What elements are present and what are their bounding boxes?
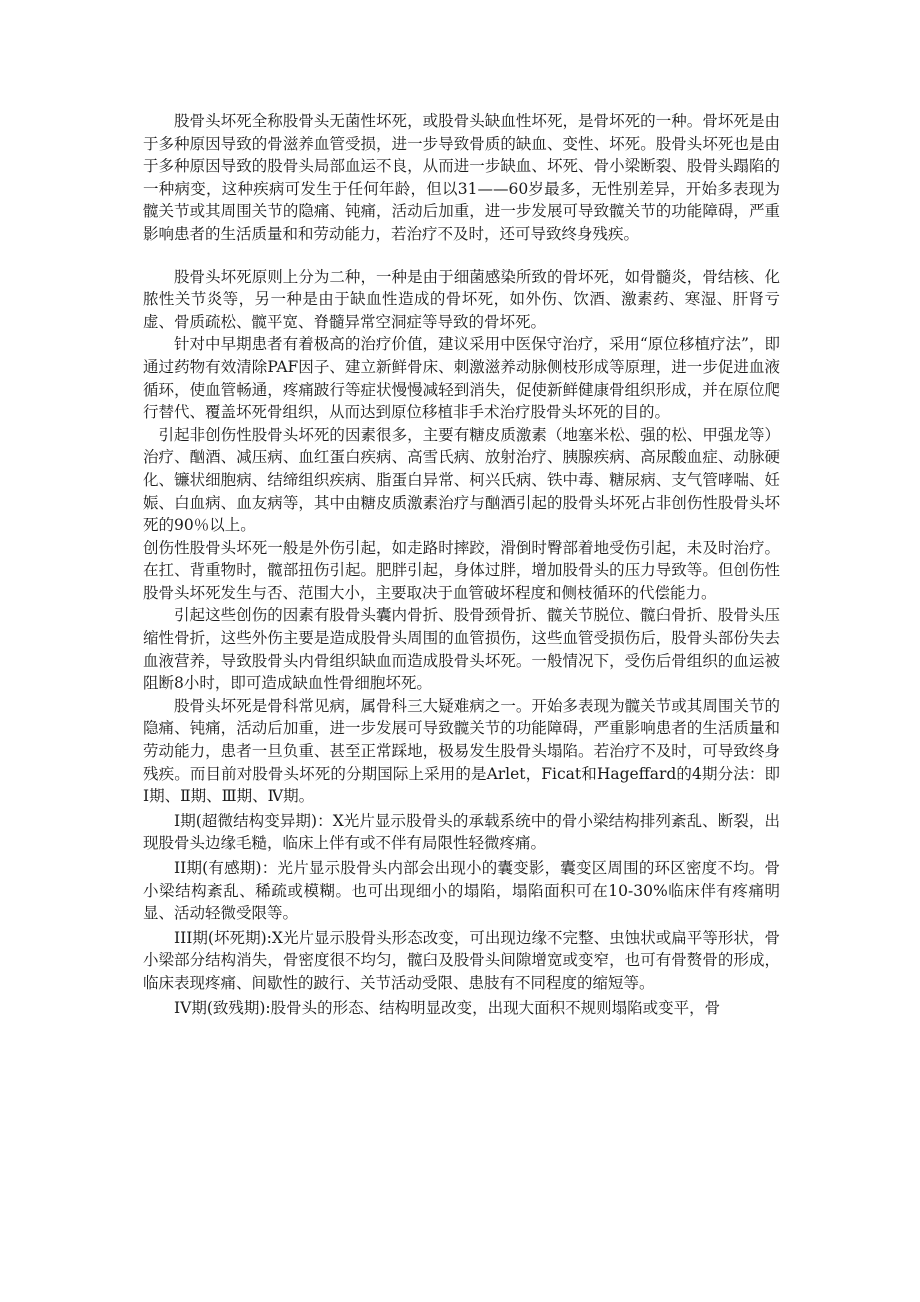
document-body	[143, 110, 780, 1019]
paragraph-stage-4: IV期(致残期):股骨头的形态、结构明显改变，出现大面积不规则塌陷或变平，骨	[174, 998, 721, 1017]
paragraph-definition: 股骨头坏死全称股骨头无菌性坏死，或股骨头缺血性坏死，是骨坏死的一种。骨坏死是由于多种原因导致的骨滋养血管受损，进一步导致骨质的缺血、变性、坏死。股骨头坏死也是由于多种原因导致的股骨头局部血运不良，从而进一步缺血、坏死、骨小梁断裂、股骨头蹋陷的一种病变，这种疾病可发生于任何年龄，但以31——60岁最多，无性别差异，开始多表现为髋关节或其周围关节的隐痛、钝痛，活动后加重，进一步发展可导致髋关节的功能障碍，严重影响患者的生活质量和和劳动能力，若治疗不及时，还可导致终身残疾。	[143, 112, 780, 243]
paragraph-treatment: 针对中早期患者有着极高的治疗价值，建议采用中医保守治疗，采用“原位移植疗法”，即通过药物有效清除PAF因子、建立新鲜骨床、刺激滋养动脉侧枝形成等原理，进一步促进血液循环，使血管畅通，疼痛跛行等症状慢慢减轻到消失，促使新鲜健康骨组织形成，并在原位爬行替代、覆盖坏死骨组织，从而达到原位移植非手术治疗股骨头坏死的目的。	[143, 335, 780, 422]
paragraph-stage-2: II期(有感期)：光片显示股骨头内部会出现小的囊变影，囊变区周围的环区密度不均。骨小梁结构紊乱、稀疏或模糊。也可出现细小的塌陷，塌陷面积可在10-30%临床伴有疼痛明显、活动轻微受限等。	[143, 859, 780, 923]
paragraph-staging-intro: 股骨头坏死是骨科常见病，属骨科三大疑难病之一。开始多表现为髋关节或其周围关节的隐痛、钝痛，活动后加重，进一步发展可导致髋关节的功能障碍，严重影响患者的生活质量和劳动能力，患者一旦负重、甚至正常踩地，极易发生股骨头塌陷。若治疗不及时，可导致终身残疾。而目前对股骨头坏死的分期国际上采用的是Arlet，Ficat和Hageffard的4期分法：即Ⅰ期、Ⅱ期、Ⅲ期、Ⅳ期。	[143, 696, 780, 806]
paragraph-traumatic-causes: 创伤性股骨头坏死一般是外伤引起，如走路时摔跤，滑倒时臀部着地受伤引起，未及时治疗。在扛、背重物时，髋部扭伤引起。肥胖引起，身体过胖，增加股骨头的压力导致等。但创伤性股骨头坏死发生与否、范围大小，主要取决于血管破坏程度和侧枝循环的代偿能力。	[143, 538, 780, 602]
paragraph-non-traumatic-causes: 引起非创伤性股骨头坏死的因素很多，主要有糖皮质激素（地塞米松、强的松、甲强龙等）治疗、酗酒、减压病、血红蛋白疾病、高雪氏病、放射治疗、胰腺疾病、高尿酸血症、动脉硬化、镰状细胞病、结缔组织疾病、脂蛋白异常、柯兴氏病、铁中毒、糖尿病、支气管哮喘、妊娠、白血病、血友病等，其中由糖皮质激素治疗与酗酒引起的股骨头坏死占非创伤性股骨头坏死的90％以上。	[143, 425, 780, 535]
paragraph-stage-1: I期(超微结构变异期)：X光片显示股骨头的承载系统中的骨小梁结构排列紊乱、断裂，出现股骨头边缘毛糙，临床上伴有或不伴有局限性轻微疼痛。	[143, 811, 780, 853]
paragraph-injury-factors: 引起这些创伤的因素有股骨头囊内骨折、股骨颈骨折、髋关节脱位、髋臼骨折、股骨头压缩性骨折，这些外伤主要是造成股骨头周围的血管损伤，这些血管受损伤后，股骨头部份失去血液营养，导致股骨头内骨组织缺血而造成股骨头坏死。一般情况下，受伤后骨组织的血运被阻断8小时，即可造成缺血性骨细胞坏死。	[143, 606, 780, 693]
paragraph-stage-3: III期(坏死期):X光片显示股骨头形态改变，可出现边缘不完整、虫蚀状或扁平等形状，骨小梁部分结构消失，骨密度很不均匀，髋臼及股骨头间隙增宽或变窄，也可有骨赘骨的形成，临床表现疼痛、间歇性的跛行、关节活动受限、患肢有不同程度的缩短等。	[143, 928, 780, 992]
paragraph-classification: 股骨头坏死原则上分为二种，一种是由于细菌感染所致的骨坏死，如骨髓炎，骨结核、化脓性关节炎等，另一种是由于缺血性造成的骨坏死，如外伤、饮酒、激素药、寒湿、肝肾亏虚、骨质疏松、髋平宽、脊髓异常空洞症等导致的骨坏死。	[143, 267, 780, 331]
